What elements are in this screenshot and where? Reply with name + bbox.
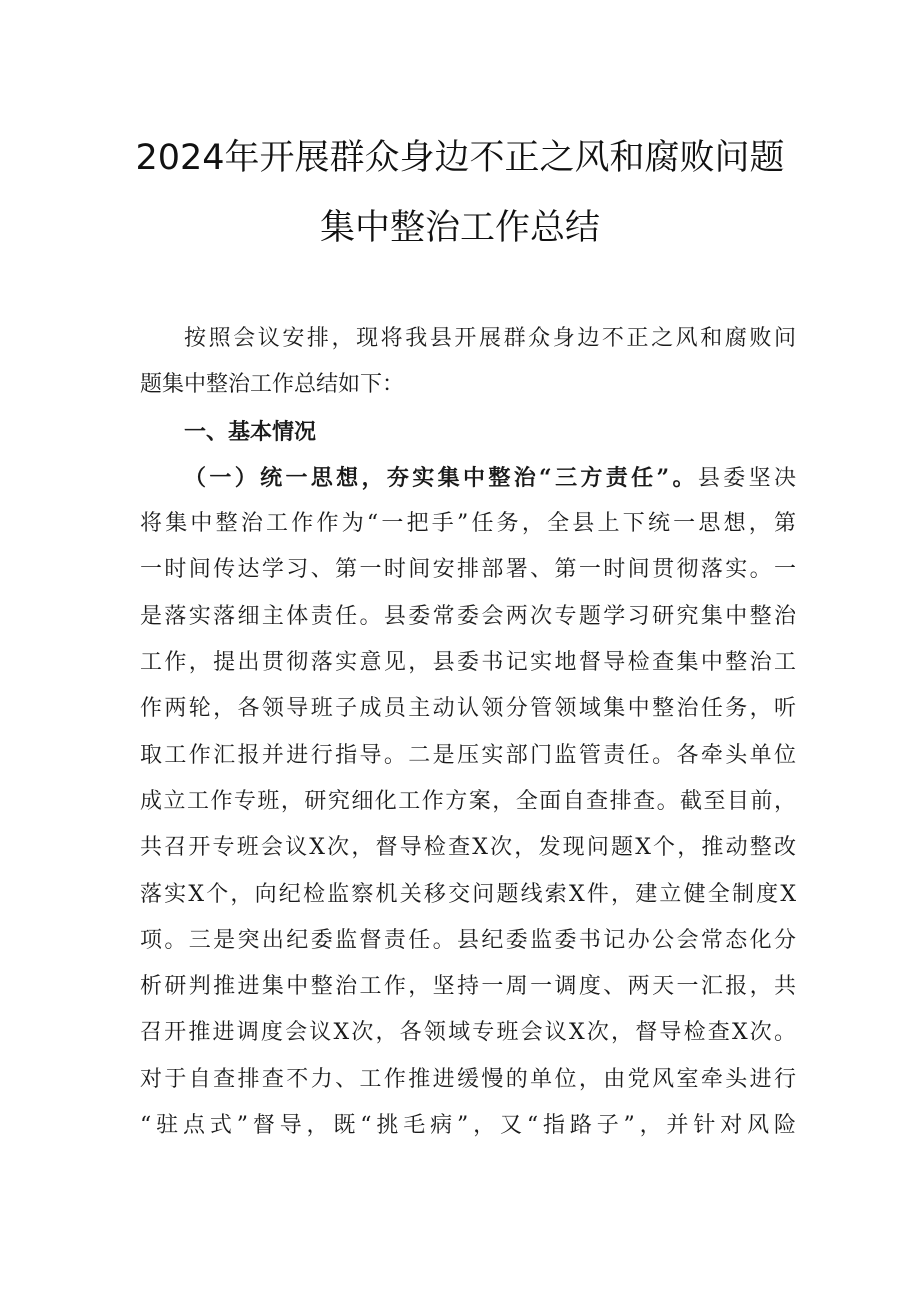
paragraph-line: 将集中整治工作作为“一把手”任务，全县上下统一思想，第 — [140, 511, 796, 537]
paragraph-line: 对于自查排查不力、工作推进缓慢的单位，由党风室牵头进行 — [140, 1066, 796, 1092]
document-body — [140, 316, 796, 1149]
sub-heading-line — [140, 455, 796, 501]
paragraph-line: “驻点式”督导，既“挑毛病”，又“指路子”，并针对风险 — [140, 1113, 796, 1139]
paragraph-line: 共召开专班会议X次，督导检查X次，发现问题X个，推动整改 — [140, 835, 796, 861]
paragraph-line: 项。三是突出纪委监督责任。县纪委监委书记办公会常态化分 — [140, 927, 796, 953]
paragraph-line: 取工作汇报并进行指导。二是压实部门监管责任。各牵头单位 — [140, 742, 796, 768]
document-title-line-2: 集中整治工作总结 — [319, 208, 600, 248]
paragraph-line: 作两轮，各领导班子成员主动认领分管领域集中整治任务，听 — [140, 696, 796, 722]
paragraph-line: 落实X个，向纪检监察机关移交问题线索X件，建立健全制度X — [140, 881, 796, 907]
paragraph-line: 召开推进调度会议X次，各领域专班会议X次，督导检查X次。 — [140, 1020, 796, 1046]
document-title-line-1: 2024年开展群众身边不正之风和腐败问题 — [135, 138, 785, 178]
paragraph-line: 析研判推进集中整治工作，坚持一周一调度、两天一汇报，共 — [140, 974, 796, 1000]
paragraph-line: 工作，提出贯彻落实意见，县委书记实地督导检查集中整治工 — [140, 650, 796, 676]
intro-line-2: 题集中整治工作总结如下： — [140, 372, 405, 398]
sub-heading-title: （一）统一思想，夯实集中整治“三方责任”。 — [184, 464, 698, 491]
sub-heading-rest: 县委坚决 — [697, 465, 796, 491]
paragraph-line: 成立工作专班，研究细化工作方案，全面自查排查。截至目前， — [140, 788, 796, 814]
paragraph-line: 一时间传达学习、第一时间安排部署、第一时间贯彻落实。一 — [140, 557, 796, 583]
intro-line-1: 按照会议安排，现将我县开展群众身边不正之风和腐败问 — [184, 326, 796, 351]
section-heading: 一、基本情况 — [184, 418, 317, 445]
paragraph-line: 是落实落细主体责任。县委常委会两次专题学习研究集中整治 — [140, 603, 796, 629]
